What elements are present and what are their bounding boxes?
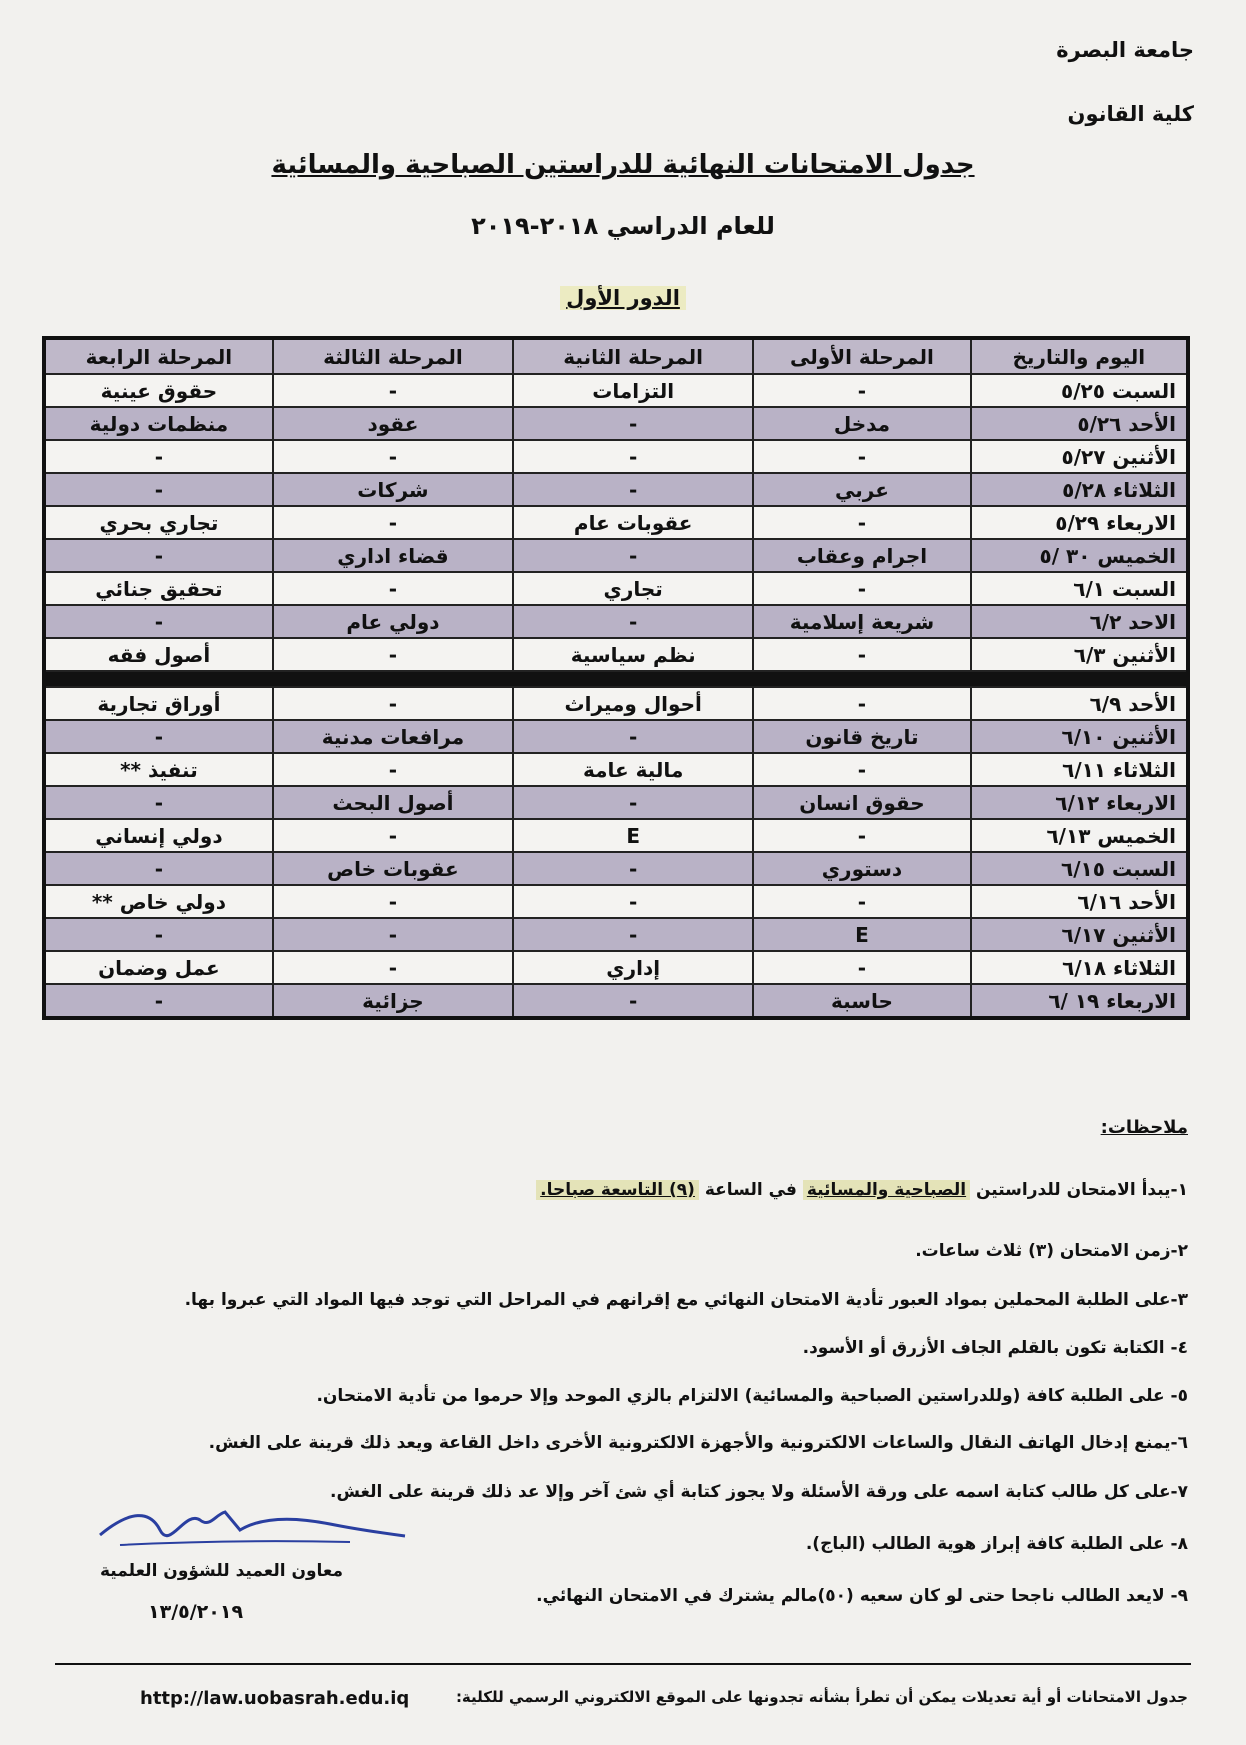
subject-cell: حاسبة: [753, 984, 970, 1018]
subject-cell: -: [513, 473, 753, 506]
table-row: [44, 819, 1188, 852]
table-row: [44, 572, 1188, 605]
subject-cell: -: [44, 852, 273, 885]
subject-cell: -: [513, 984, 753, 1018]
day-date-cell: الأثنين ٥/٢٧: [971, 440, 1188, 473]
day-date-cell: السبت ٦/١: [971, 572, 1188, 605]
subject-cell: -: [753, 374, 970, 407]
subject-cell: -: [513, 786, 753, 819]
subject-cell: -: [44, 984, 273, 1018]
page-title-text: جدول الامتحانات النهائية للدراستين الصباحية والمسائية: [271, 150, 975, 180]
day-date-cell: الثلاثاء ٦/١٨: [971, 951, 1188, 984]
note-6: ٦-يمنع إدخال الهاتف النقال والساعات الالكترونية والأجهزة الالكترونية الأخرى داخل القاعة ويعد ذلك قرينة على الغش.: [208, 1433, 1188, 1453]
column-header: المرحلة الثالثة: [273, 338, 513, 374]
table-row: [44, 984, 1188, 1018]
subject-cell: عقود: [273, 407, 513, 440]
subject-cell: -: [753, 885, 970, 918]
day-date-cell: الاحد ٦/٢: [971, 605, 1188, 638]
subject-cell: -: [273, 819, 513, 852]
subject-cell: شريعة إسلامية: [753, 605, 970, 638]
signatory-title: معاون العميد للشؤون العلمية: [100, 1561, 344, 1581]
subject-cell: -: [273, 951, 513, 984]
week-separator-row: [44, 671, 1188, 687]
subject-cell: -: [44, 440, 273, 473]
subject-cell: عقوبات خاص: [273, 852, 513, 885]
subject-cell: -: [753, 819, 970, 852]
note-4: ٤- الكتابة تكون بالقلم الجاف الأزرق أو الأسود.: [802, 1338, 1188, 1358]
subject-cell: تاريخ قانون: [753, 720, 970, 753]
note-8: ٨- على الطلبة كافة إبراز هوية الطالب (الباج).: [805, 1534, 1188, 1554]
college-website-link[interactable]: http://law.uobasrah.edu.iq: [140, 1688, 410, 1709]
subject-cell: قضاء اداري: [273, 539, 513, 572]
table-row: [44, 753, 1188, 786]
subject-cell: -: [44, 473, 273, 506]
table-row: [44, 539, 1188, 572]
subject-cell: -: [513, 539, 753, 572]
subject-cell: -: [273, 753, 513, 786]
note-1-highlight: الصباحية والمسائية: [803, 1180, 970, 1200]
subject-cell: نظم سياسية: [513, 638, 753, 671]
table-header-row: [44, 338, 1188, 374]
note-7: ٧-على كل طالب كتابة اسمه على ورقة الأسئلة ولا يجوز كتابة أي شئ آخر وإلا عد ذلك قرينة على الغش.: [330, 1482, 1188, 1502]
subject-cell: -: [273, 885, 513, 918]
subject-cell: E: [753, 918, 970, 951]
subject-cell: دولي إنساني: [44, 819, 273, 852]
column-header: اليوم والتاريخ: [971, 338, 1188, 374]
day-date-cell: الأثنين ٦/٣: [971, 638, 1188, 671]
week-separator: [44, 671, 1188, 687]
subject-cell: -: [273, 638, 513, 671]
academic-year: للعام الدراسي ٢٠١٨-٢٠١٩: [471, 212, 775, 240]
table-row: [44, 918, 1188, 951]
subject-cell: تجاري بحري: [44, 506, 273, 539]
note-9: ٩- لايعد الطالب ناجحا حتى لو كان سعيه (٥٠)مالم يشترك في الامتحان النهائي.: [536, 1586, 1188, 1606]
subject-cell: جزائية: [273, 984, 513, 1018]
exam-schedule-table: [42, 336, 1190, 1020]
subject-cell: -: [753, 440, 970, 473]
subject-cell: -: [273, 374, 513, 407]
subject-cell: تحقيق جنائي: [44, 572, 273, 605]
subject-cell: -: [753, 687, 970, 720]
subject-cell: -: [513, 885, 753, 918]
table-row: [44, 506, 1188, 539]
subject-cell: -: [44, 720, 273, 753]
table-row: [44, 638, 1188, 671]
university-name: جامعة البصرة: [1056, 38, 1194, 62]
day-date-cell: السبت ٦/١٥: [971, 852, 1188, 885]
subject-cell: -: [513, 407, 753, 440]
subject-cell: -: [513, 440, 753, 473]
note-1-part: في الساعة: [704, 1180, 797, 1200]
subject-cell: -: [273, 572, 513, 605]
note-1-time: (٩) التاسعة صباحا.: [536, 1180, 699, 1200]
subject-cell: E: [513, 819, 753, 852]
subject-cell: دستوري: [753, 852, 970, 885]
footer-divider: [55, 1663, 1191, 1665]
subject-cell: -: [273, 440, 513, 473]
subject-cell: التزامات: [513, 374, 753, 407]
subject-cell: منظمات دولية: [44, 407, 273, 440]
column-header: المرحلة الثانية: [513, 338, 753, 374]
table-row: [44, 720, 1188, 753]
table-body: [44, 374, 1188, 1018]
day-date-cell: الأحد ٥/٢٦: [971, 407, 1188, 440]
table-row: [44, 374, 1188, 407]
table-row: [44, 852, 1188, 885]
day-date-cell: الثلاثاء ٥/٢٨: [971, 473, 1188, 506]
subject-cell: أصول البحث: [273, 786, 513, 819]
subject-cell: -: [753, 638, 970, 671]
subject-cell: -: [753, 951, 970, 984]
footer-note: جدول الامتحانات أو أية تعديلات يمكن أن تطرأ بشأنه تجدونها على الموقع الالكتروني الرسمي للكلية:: [455, 1688, 1188, 1706]
subject-cell: دولي خاص **: [44, 885, 273, 918]
exam-round-text: الدور الأول: [560, 286, 686, 310]
day-date-cell: الأثنين ٦/١٠: [971, 720, 1188, 753]
college-name: كلية القانون: [1067, 102, 1194, 126]
note-1: [536, 1180, 1188, 1200]
day-date-cell: الأحد ٦/١٦: [971, 885, 1188, 918]
day-date-cell: الخميس ٦/١٣: [971, 819, 1188, 852]
exam-round: [0, 286, 1246, 310]
subject-cell: -: [273, 918, 513, 951]
signature-date: ١٣/٥/٢٠١٩: [148, 1601, 244, 1623]
note-2: ٢-زمن الامتحان (٣) ثلاث ساعات.: [915, 1241, 1188, 1261]
table-row: [44, 786, 1188, 819]
table-row: [44, 951, 1188, 984]
subject-cell: -: [44, 786, 273, 819]
day-date-cell: الأحد ٦/٩: [971, 687, 1188, 720]
subject-cell: شركات: [273, 473, 513, 506]
subject-cell: أوراق تجارية: [44, 687, 273, 720]
note-1-part: ١-يبدأ الامتحان للدراستين: [976, 1180, 1188, 1200]
day-date-cell: الاربعاء ٦/١٢: [971, 786, 1188, 819]
subject-cell: مدخل: [753, 407, 970, 440]
subject-cell: مرافعات مدنية: [273, 720, 513, 753]
subject-cell: -: [753, 506, 970, 539]
day-date-cell: الخميس ٣٠ /٥: [971, 539, 1188, 572]
subject-cell: -: [44, 605, 273, 638]
signature-mark: [90, 1490, 410, 1560]
table-row: [44, 473, 1188, 506]
subject-cell: عربي: [753, 473, 970, 506]
subject-cell: -: [44, 918, 273, 951]
table-row: [44, 885, 1188, 918]
subject-cell: عمل وضمان: [44, 951, 273, 984]
subject-cell: تجاري: [513, 572, 753, 605]
day-date-cell: الاربعاء ١٩ /٦: [971, 984, 1188, 1018]
subject-cell: اجرام وعقاب: [753, 539, 970, 572]
subject-cell: حقوق انسان: [753, 786, 970, 819]
subject-cell: تنفيذ **: [44, 753, 273, 786]
subject-cell: -: [273, 506, 513, 539]
day-date-cell: السبت ٥/٢٥: [971, 374, 1188, 407]
subject-cell: حقوق عينية: [44, 374, 273, 407]
subject-cell: أصول فقه: [44, 638, 273, 671]
note-3: ٣-على الطلبة المحملين بمواد العبور تأدية الامتحان النهائي مع إقرانهم في المراحل التي توجد فيها المواد التي عبروا بها.: [184, 1290, 1188, 1310]
subject-cell: إداري: [513, 951, 753, 984]
day-date-cell: الاربعاء ٥/٢٩: [971, 506, 1188, 539]
table-row: [44, 440, 1188, 473]
subject-cell: عقوبات عام: [513, 506, 753, 539]
column-header: المرحلة الأولى: [753, 338, 970, 374]
table-row: [44, 605, 1188, 638]
notes-label: ملاحظات:: [1100, 1117, 1188, 1138]
subject-cell: -: [513, 720, 753, 753]
table-row: [44, 687, 1188, 720]
subject-cell: -: [753, 753, 970, 786]
day-date-cell: الثلاثاء ٦/١١: [971, 753, 1188, 786]
subject-cell: -: [753, 572, 970, 605]
note-5: ٥- على الطلبة كافة (وللدراستين الصباحية والمسائية) الالتزام بالزي الموحد وإلا حرموا من تأدية الامتحان.: [316, 1386, 1188, 1406]
page-title: [0, 150, 1246, 180]
subject-cell: أحوال وميراث: [513, 687, 753, 720]
table-row: [44, 407, 1188, 440]
subject-cell: دولي عام: [273, 605, 513, 638]
subject-cell: -: [513, 918, 753, 951]
column-header: المرحلة الرابعة: [44, 338, 273, 374]
subject-cell: مالية عامة: [513, 753, 753, 786]
subject-cell: -: [44, 539, 273, 572]
subject-cell: -: [273, 687, 513, 720]
subject-cell: -: [513, 605, 753, 638]
day-date-cell: الأثنين ٦/١٧: [971, 918, 1188, 951]
subject-cell: -: [513, 852, 753, 885]
